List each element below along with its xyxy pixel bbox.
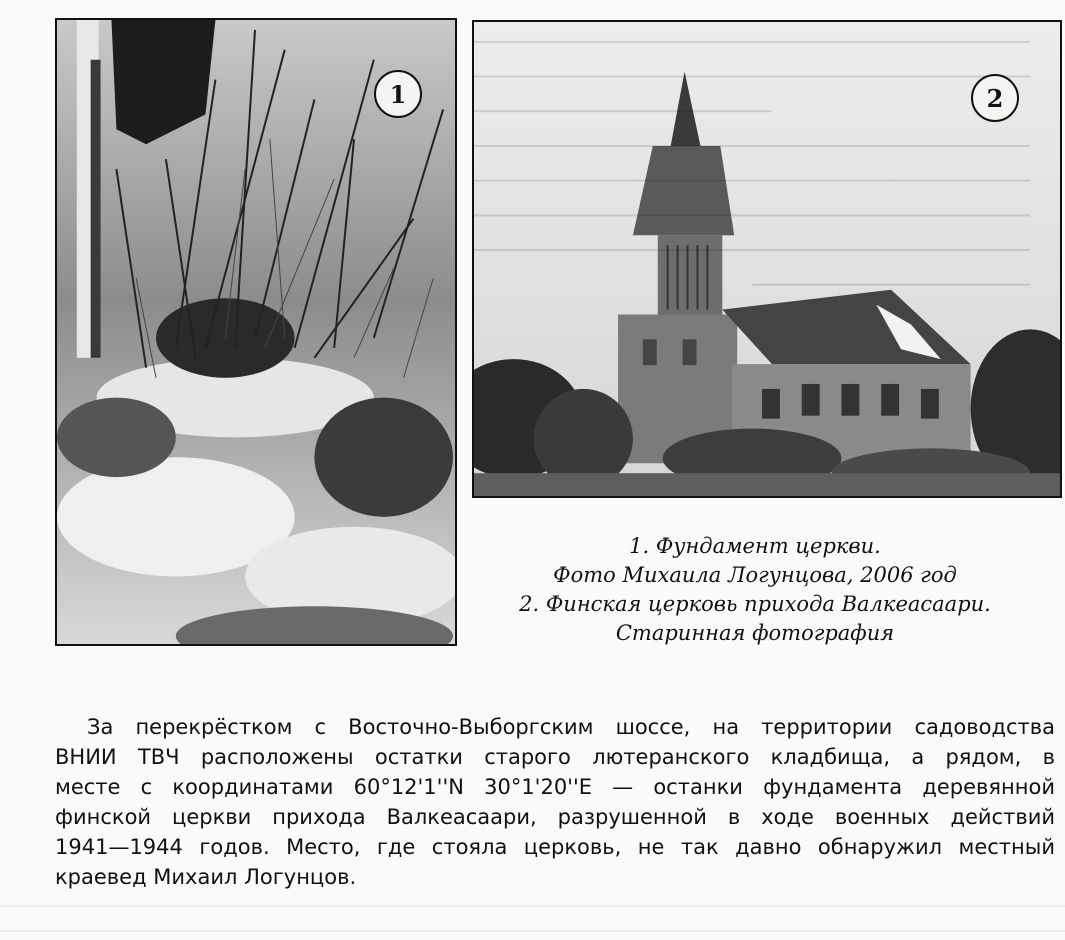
photo-number-badge-1 [374,70,422,118]
paragraph-line: 1941—1944 годов. Место, где стояла церковь, не так давно обнаружил местный [55,835,1055,859]
photo-caption [505,532,1005,648]
show-through-line [0,930,1065,932]
caption-line: Старинная фотография [615,621,895,645]
paragraph-line: За перекрёстком с Восточно-Выборгским шоссе, на территории садоводства [87,715,1055,739]
photo-number-2: 2 [986,83,1004,113]
paragraph-line: ВНИИ ТВЧ расположены остатки старого лютеранского кладбища, а рядом, в [55,745,1055,769]
paragraph-line: краевед Михаил Логунцов. [55,865,357,889]
caption-line: Фото Михаила Логунцова, 2006 год [553,563,957,587]
photo-number-1: 1 [389,79,407,109]
caption-line: 1. Фундамент церкви. [629,534,881,558]
caption-line: 2. Финская церковь прихода Валкеасаари. [519,592,991,616]
body-paragraph [55,712,1055,892]
photo-number-badge-2 [971,74,1019,122]
show-through-line [0,905,1065,907]
paragraph-line: месте с координатами 60°12'1''N 30°1'20''E — останки фундамента деревянной [55,775,1055,799]
paragraph-line: финской церкви прихода Валкеасаари, разрушенной в ходе военных действий [55,805,1055,829]
